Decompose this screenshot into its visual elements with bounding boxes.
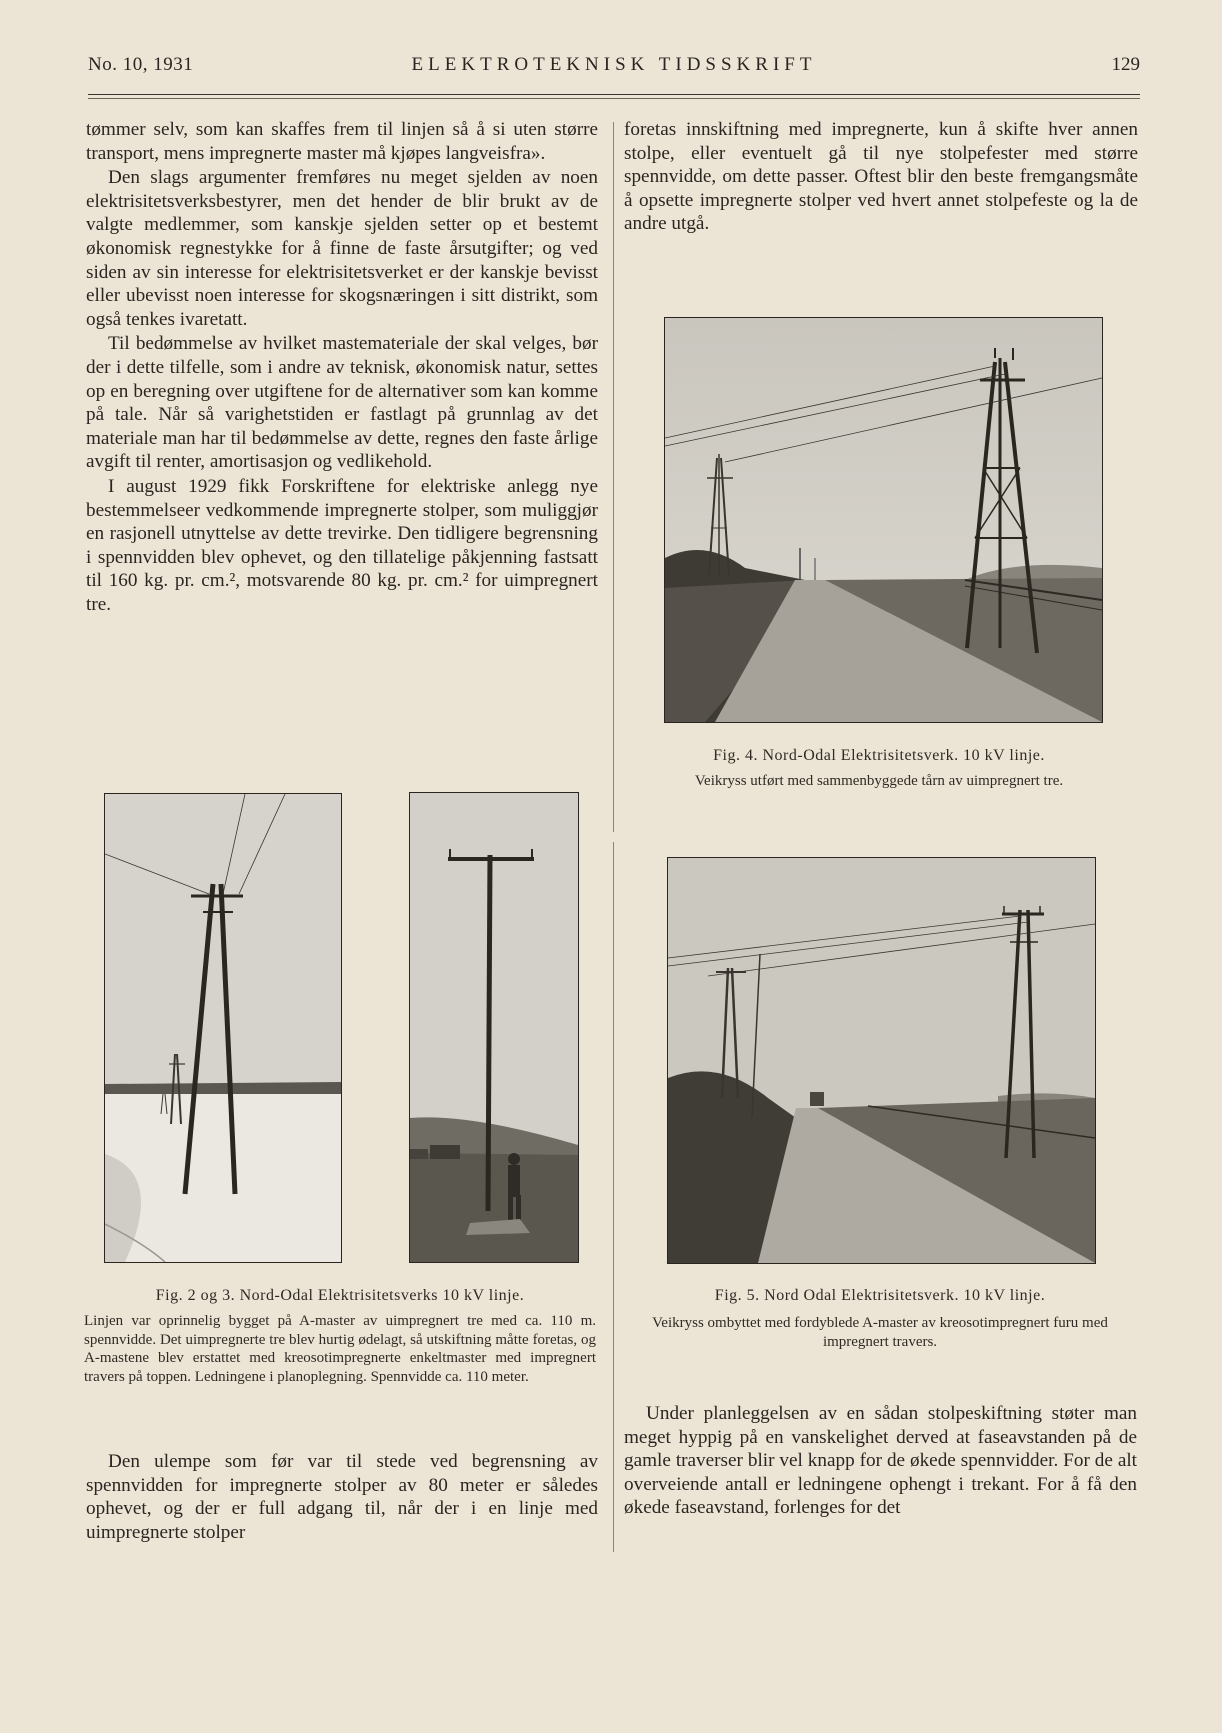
fig4-title: Fig. 4. Nord-Odal Elektrisitetsverk. 10 kV linje. [713, 747, 1045, 764]
fig23-title: Fig. 2 og 3. Nord-Odal Elektrisitetsverks 10 kV linje. [155, 1287, 525, 1304]
fig5-body: Veikryss ombyttet med fordyblede A-master av kreosotimpregnert furu med impregnert travers. [652, 1315, 1108, 1350]
left-column-text [86, 118, 598, 616]
header-rule-thin [88, 98, 1140, 99]
fig5-photo [667, 857, 1096, 1264]
page-number: 129 [1111, 54, 1140, 75]
paragraph: Under planleggelsen av en sådan stolpeskiftning støter man meget hyppig på en vanskelighet derved at faseavstanden på de gamle traverser blir vel knapp for de økede spennvidder. For de alt overveiende antall er ledningene ophengt i trekant. For å få den økede faseavstand, forlenges for det [624, 1403, 1137, 1519]
paragraph: I august 1929 fikk Forskriftene for elektriske anlegg nye bestemmelseer vedkommende impregnerte stolper, som muliggjør en rasjonell utnyttelse av dette trevirke. Den tidligere begrensning i spennvidden blev ophevet, og den tillatelige påkjenning fastsatt til 160 kg. pr. cm.², motsvarende 80 kg. pr. cm.² for uimpregnert tre. [86, 475, 598, 615]
fig4-body: Veikryss utført med sammenbyggede tårn av uimpregnert tre. [694, 773, 1064, 789]
fig4-caption [624, 746, 1134, 791]
fig5-caption [624, 1286, 1136, 1352]
fig4-photo [664, 317, 1103, 723]
journal-title: ELEKTROTEKNISK TIDSSKRIFT [411, 54, 817, 75]
column-divider-bottom [613, 842, 614, 1552]
right-column-bottom-text [624, 1402, 1137, 1520]
fig23-caption [84, 1286, 596, 1386]
fig23-body: Linjen var oprinnelig bygget på A-master av uimpregnert tre med ca. 110 m. spennvidde. Det uimpregnerte tre blev hurtig ødelagt, så utskiftning måtte foretas, og A-mastene blev erstattet med kreosotimpregnerte enkeltmaster med impregnert travers på toppen. Ledningene i planoplegning. Spennvidde ca. 110 meter. [84, 1313, 596, 1385]
fig5-title: Fig. 5. Nord Odal Elektrisitetsverk. 10 kV linje. [714, 1287, 1046, 1304]
running-header [88, 54, 1140, 84]
issue-label: No. 10, 1931 [88, 54, 194, 75]
fig3-photo [409, 792, 579, 1263]
paragraph: Til bedømmelse av hvilket mastemateriale der skal velges, bør der i dette tilfelle, som i andre av teknisk, økonomisk natur, settes op en beregning over utgiftene for de alternativer som kan komme på tale. Når så varighetstiden er fastlagt på grunnlag av det materiale man har til bedømmelse av dette, regnes den faste årlige avgift til renter, amortisasjon og vedlikehold. [86, 333, 598, 473]
left-column-bottom-text [86, 1450, 598, 1544]
fig2-photo [104, 793, 342, 1263]
paragraph: tømmer selv, som kan skaffes frem til linjen så å si uten større transport, mens impregnerte master må kjøpes langveisfra». [86, 119, 598, 164]
column-divider-top [613, 122, 614, 832]
paragraph: foretas innskiftning med impregnerte, kun å skifte hver annen stolpe, eller eventuelt gå til nye stolpefester med større spennvidde, om dette passer. Oftest blir den beste fremgangsmåte å opsette impregnerte stolper ved hvert annet stolpefeste og la de andre utgå. [624, 119, 1138, 235]
header-rule [88, 94, 1140, 95]
paragraph: Den slags argumenter fremføres nu meget sjelden av noen elektrisitetsverksbestyrer, men det hender de blir brukt av de valgte medlemmer, som kanskje sjelden setter op et bestemt økonomisk regnestykke for å finne de faste årsutgifter; og ved siden av sin interesse for elektrisitetsverket er der kanskje bevisst eller ubevisst noen interesse for skogsnæringen i sitt distrikt, som også tenkes ivaretatt. [86, 167, 598, 330]
right-column-text [624, 118, 1138, 236]
paragraph: Den ulempe som før var til stede ved begrensning av spennvidden for impregnerte stolper av 80 meter er således ophevet, og der er full adgang til, når der i en linje med uimpregnerte stolper [86, 1451, 598, 1543]
